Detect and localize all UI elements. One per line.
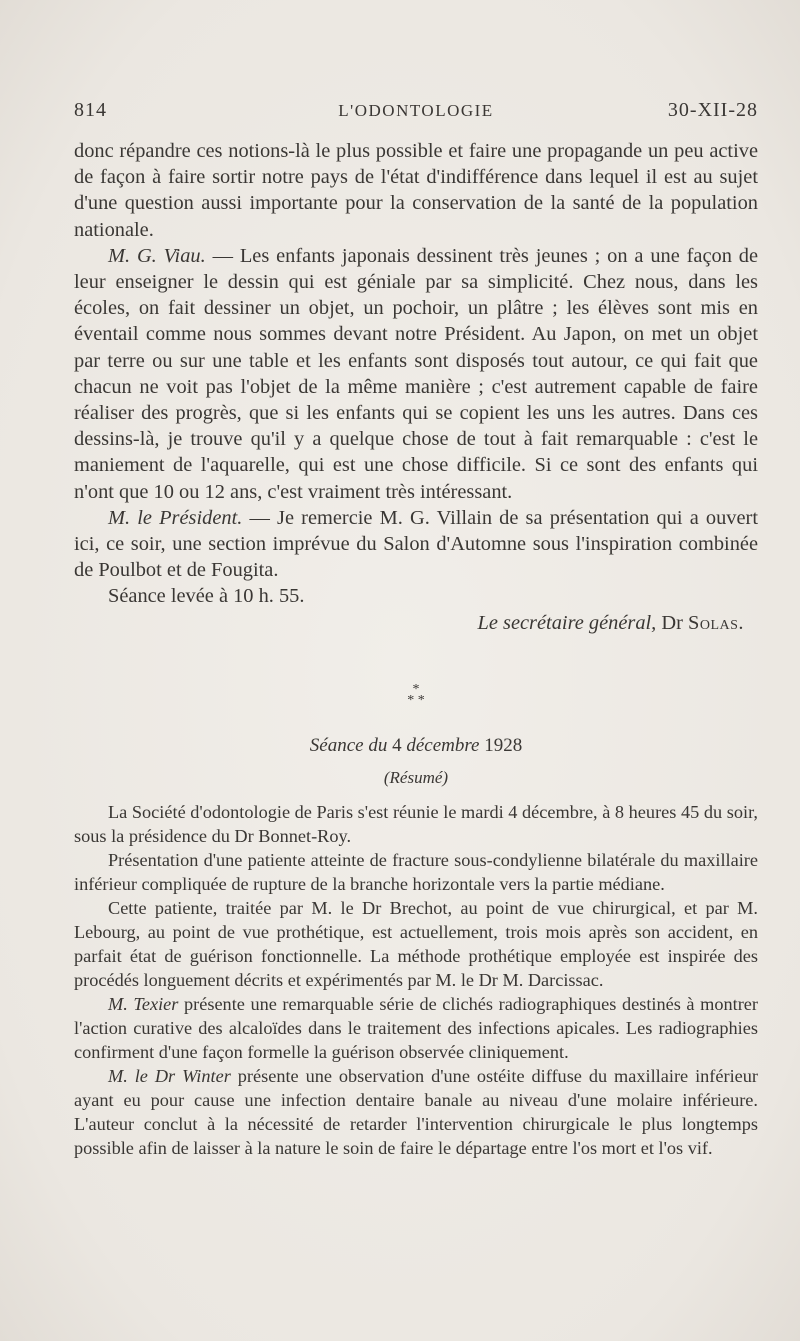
signature <box>74 610 758 636</box>
winter-remarks: présente une observation d'une ostéite diffuse du maxillaire inférieur ayant eu pour cause une infection dentaire banale au niveau d'une molaire inférieure. L'auteur conclut à la nécessité de retarder l'intervention chirurgicale le plus longtemps possible afin de laisser à la nature le soin de faire le départage entre l'os mort et l'os vif. <box>74 1066 758 1158</box>
section-title <box>74 735 758 757</box>
signature-role: Le secrétaire général, <box>477 611 657 634</box>
session-summary <box>74 800 758 1160</box>
paragraph-president <box>74 505 758 584</box>
texier-remarks: présente une remarquable série de clichés radiographiques destinés à montrer l'action curative des alcaloïdes dans le traitement des infections apicales. Les radiographies confirment d'une façon formelle la guérison observée cliniquement. <box>74 994 758 1062</box>
paragraph-presentation: Présentation d'une patiente atteinte de fracture sous-condylienne bilatérale du maxillaire inférieur compliquée de rupture de la branche horizontale vers la partie médiane. <box>74 850 758 894</box>
paragraph-treatment: Cette patiente, traitée par M. le Dr Brechot, au point de vue chirurgical, et par M. Lebourg, au point de vue prothétique, est actuellement, trois mois après son accident, en parfait état de guérison fonctionnelle. La méthode prothétique employée est inspirée des procédés longuement décrits et expérimentés par M. le Dr M. Darcissac. <box>74 898 758 990</box>
page-number: 814 <box>74 99 107 121</box>
speaker-winter: M. le Dr Winter <box>108 1066 231 1086</box>
page-header <box>74 99 758 129</box>
title-suffix: décembre <box>401 735 485 756</box>
president-remarks: — Je remercie M. G. Villain de sa présentation qui a ouvert ici, ce soir, une section imprévue du Salon d'Automne sous l'inspiration combinée de Poulbot et de Fougita. <box>74 506 758 582</box>
session-closed: Séance levée à 10 h. 55. <box>108 585 305 608</box>
speaker-texier: M. Texier <box>108 994 179 1014</box>
asterism-top: * <box>412 682 420 697</box>
paragraph-texier <box>74 992 758 1064</box>
paragraph-propaganda: donc répandre ces notions-là le plus possible et faire une propagande un peu active de façon à faire sortir notre pays de l'état d'indifférence dans lequel il est au sujet d'une question aussi importante pour la conservation de la santé de la population nationale. <box>74 140 758 241</box>
signature-title: Dr <box>656 611 688 634</box>
discussion-text <box>74 138 758 636</box>
speaker-viau: M. G. Viau. <box>108 244 206 267</box>
paragraph-viau <box>74 243 758 505</box>
running-title: L'ODONTOLOGIE <box>338 101 494 120</box>
signature-name: Solas. <box>688 611 744 634</box>
title-prefix: Séance du <box>309 735 393 756</box>
title-day: 4 <box>392 735 402 756</box>
asterism-bottom: * * <box>407 693 425 708</box>
section-subtitle: (Résumé) <box>383 768 449 787</box>
title-year: 1928 <box>484 735 523 756</box>
speaker-president: M. le Président. <box>108 506 243 529</box>
paragraph-meeting: La Société d'odontologie de Paris s'est réunie le mardi 4 décembre, à 8 heures 45 du soir, sous la présidence du Dr Bonnet-Roy. <box>74 802 758 846</box>
asterism-separator <box>74 684 758 706</box>
paragraph-winter <box>74 1064 758 1160</box>
issue-date: 30-XII-28 <box>667 99 758 121</box>
viau-remarks: — Les enfants japonais dessinent très jeunes ; on a une façon de leur enseigner le dessin qui est géniale par sa simplicité. Chez nous, dans les écoles, on fait dessiner un objet, un pochoir, un plâtre ; les élèves sont mis en éventail comme nous sommes devant notre Président. Au Japon, on met un objet par terre ou sur une table et les enfants sont disposés tout autour, ce qui fait que chacun ne voit pas l'objet de la même manière ; c'est autrement capable de faire réaliser des progrès, que si les enfants qui se copient les uns les autres. Dans ces dessins-là, je trouve qu'il y a quelque chose de tout à fait remarquable : c'est le maniement de l'aquarelle, qui est une chose difficile. Si ce sont des enfants qui n'ont que 10 ou 12 ans, c'est vraiment très intéressant. <box>74 244 758 503</box>
